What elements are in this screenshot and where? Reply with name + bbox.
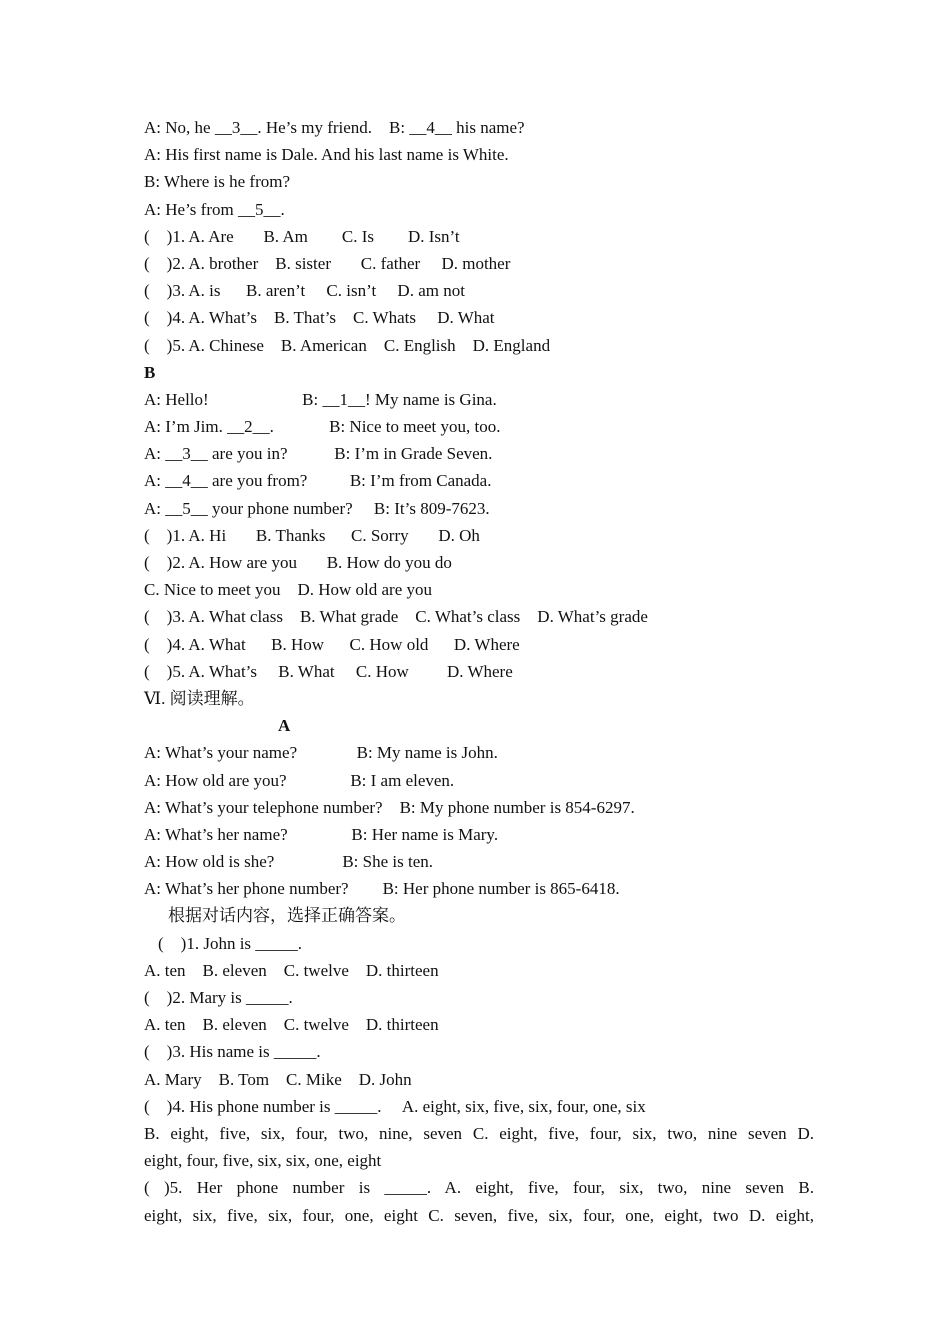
- question-line: C. Nice to meet you D. How old are you: [144, 580, 432, 600]
- section-vi-heading: Ⅵ. 阅读理解。: [144, 688, 255, 708]
- question-1-options: A. ten B. eleven C. twelve D. thirteen: [144, 960, 439, 980]
- question-line: ( )4. A. What’s B. That’s C. Whats D. What: [144, 308, 495, 328]
- question-line: ( )4. A. What B. How C. How old D. Where: [144, 634, 520, 654]
- dialogue-line: A: What’s your name? B: My name is John.: [144, 743, 498, 763]
- question-line: ( )5. A. Chinese B. American C. English D. England: [144, 335, 551, 355]
- dialogue-line: A: I’m Jim. __2__. B: Nice to meet you, too.: [144, 417, 501, 437]
- section-b-heading: B: [144, 362, 156, 382]
- question-1: ( )1. John is _____.: [158, 933, 303, 953]
- question-line: ( )2. A. brother B. sister C. father D. mother: [144, 253, 511, 273]
- question-4-options-cont: eight, four, five, six, six, one, eight: [144, 1151, 382, 1171]
- question-2: ( )2. Mary is _____.: [144, 988, 293, 1007]
- dialogue-line: A: What’s your telephone number? B: My phone number is 854-6297.: [144, 797, 635, 817]
- dialogue-line: A: His first name is Dale. And his last name is White.: [144, 145, 509, 165]
- question-line: ( )3. A. What class B. What grade C. What’s class D. What’s grade: [144, 607, 648, 627]
- question-line: ( )5. A. What’s B. What C. How D. Where: [144, 661, 513, 681]
- question-line: ( )1. A. Hi B. Thanks C. Sorry D. Oh: [144, 525, 480, 545]
- question-line: ( )3. A. is B. aren’t C. isn’t D. am not: [144, 281, 465, 301]
- dialogue-line: A: __5__ your phone number? B: It’s 809-7623.: [144, 498, 490, 518]
- dialogue-line: A: No, he __3__. He’s my friend. B: __4__ his name?: [144, 118, 525, 137]
- dialogue-line: A: What’s her phone number? B: Her phone number is 865-6418.: [144, 879, 620, 899]
- question-line: ( )2. A. How are you B. How do you do: [144, 553, 452, 572]
- question-4: ( )4. His phone number is _____. A. eight, six, five, six, four, one, six: [144, 1096, 646, 1116]
- dialogue-line: A: How old is she? B: She is ten.: [144, 852, 433, 872]
- question-2-options: A. ten B. eleven C. twelve D. thirteen: [144, 1015, 439, 1035]
- dialogue-line: B: Where is he from?: [144, 172, 291, 192]
- reading-a-heading: A: [278, 716, 291, 736]
- question-4-options: B. eight, five, six, four, two, nine, seven C. eight, five, four, six, two, nine seven D.: [144, 1123, 814, 1143]
- question-3: ( )3. His name is _____.: [144, 1042, 321, 1062]
- question-line: ( )1. A. Are B. Am C. Is D. Isn’t: [144, 226, 460, 246]
- dialogue-line: A: What’s her name? B: Her name is Mary.: [144, 824, 499, 844]
- question-5-options: eight, six, five, six, four, one, eight C. seven, five, six, four, one, eight, two D. eight,: [144, 1205, 814, 1225]
- question-3-options: A. Mary B. Tom C. Mike D. John: [144, 1069, 412, 1089]
- dialogue-line: A: __4__ are you from? B: I’m from Canada.: [144, 471, 492, 491]
- dialogue-line: A: How old are you? B: I am eleven.: [144, 770, 455, 790]
- dialogue-line: A: __3__ are you in? B: I’m in Grade Seven.: [144, 444, 493, 464]
- dialogue-line: A: Hello! B: __1__! My name is Gina.: [144, 389, 497, 409]
- worksheet-page: [144, 114, 814, 1229]
- dialogue-line: A: He’s from __5__.: [144, 199, 285, 219]
- question-5: ( )5. Her phone number is _____. A. eight, five, four, six, two, nine seven B.: [144, 1178, 814, 1198]
- instruction: 根据对话内容，选择正确答案。: [168, 906, 406, 926]
